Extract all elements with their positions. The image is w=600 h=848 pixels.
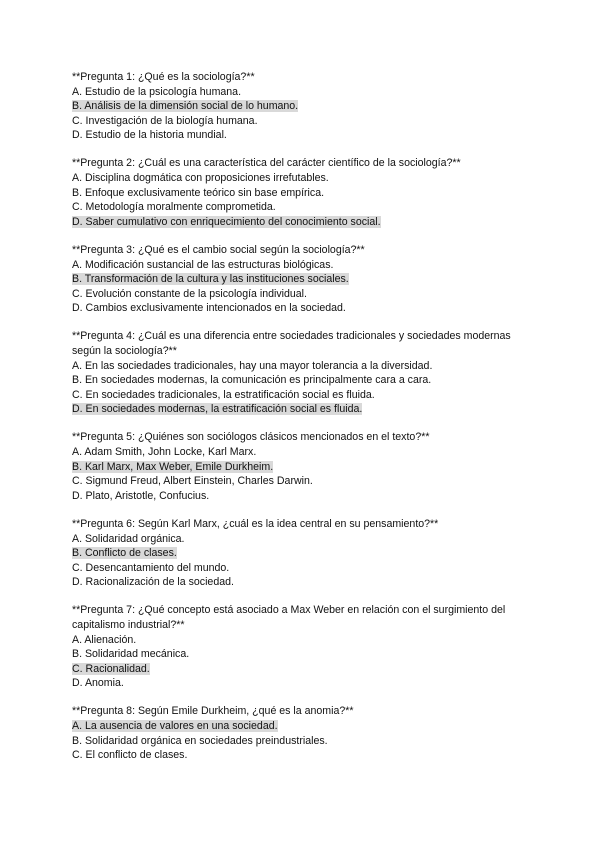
answer-option-highlighted: B. Transformación de la cultura y las instituciones sociales. (72, 273, 349, 286)
answer-option: A. Estudio de la psicología humana. (72, 85, 242, 98)
answer-option: A. Adam Smith, John Locke, Karl Marx. (72, 446, 257, 459)
question-block (72, 603, 542, 691)
answer-option: D. Plato, Aristotle, Confucius. (72, 489, 210, 502)
answer-option: B. En sociedades modernas, la comunicación es principalmente cara a cara. (72, 374, 432, 387)
answer-option-highlighted: B. Karl Marx, Max Weber, Emile Durkheim. (72, 460, 274, 473)
answer-option: A. En las sociedades tradicionales, hay una mayor tolerancia a la diversidad. (72, 359, 433, 372)
question-text: **Pregunta 8: Según Emile Durkheim, ¿qué es la anomia?** (72, 705, 354, 718)
answer-option-highlighted: D. En sociedades modernas, la estratificación social es fluida. (72, 403, 363, 416)
question-text: **Pregunta 1: ¿Qué es la sociología?** (72, 71, 255, 83)
answer-option: C. Evolución constante de la psicología individual. (72, 287, 307, 300)
question-block (72, 517, 542, 590)
answer-option: C. Desencantamiento del mundo. (72, 561, 230, 574)
answer-option: A. Disciplina dogmática con proposiciones irrefutables. (72, 172, 329, 185)
question-text: **Pregunta 2: ¿Cuál es una característica del carácter científico de la sociología?** (72, 157, 461, 170)
answer-option-highlighted: B. Conflicto de clases. (72, 547, 177, 560)
answer-option: D. Estudio de la historia mundial. (72, 129, 227, 142)
answer-option-highlighted: C. Racionalidad. (72, 662, 150, 675)
answer-option: A. Modificación sustancial de las estructuras biológicas. (72, 258, 334, 271)
answer-option: D. Anomia. (72, 677, 124, 690)
answer-option: A. Alienación. (72, 633, 137, 646)
answer-option: C. Metodología moralmente comprometida. (72, 201, 276, 214)
question-block (72, 430, 542, 503)
question-text: **Pregunta 7: ¿Qué concepto está asociado a Max Weber en relación con el surgimiento del capitalismo industrial?** (72, 604, 506, 631)
answer-option: B. Solidaridad mecánica. (72, 648, 190, 661)
answer-option: C. El conflicto de clases. (72, 749, 188, 762)
answer-option: C. En sociedades tradicionales, la estratificación social es fluida. (72, 388, 375, 401)
question-text: **Pregunta 4: ¿Cuál es una diferencia entre sociedades tradicionales y sociedades modernas según la sociología?** (72, 330, 511, 357)
question-block (72, 156, 542, 229)
answer-option: B. Solidaridad orgánica en sociedades preindustriales. (72, 734, 328, 747)
quiz-document (72, 70, 542, 776)
answer-option: A. Solidaridad orgánica. (72, 532, 185, 545)
answer-option-highlighted: B. Análisis de la dimensión social de lo humano. (72, 100, 299, 113)
question-block (72, 243, 542, 316)
question-text: **Pregunta 3: ¿Qué es el cambio social según la sociología?** (72, 243, 365, 256)
answer-option: C. Sigmund Freud, Albert Einstein, Charles Darwin. (72, 475, 313, 488)
question-text: **Pregunta 5: ¿Quiénes son sociólogos clásicos mencionados en el texto?** (72, 431, 430, 444)
answer-option: B. Enfoque exclusivamente teórico sin base empírica. (72, 186, 325, 199)
answer-option-highlighted: A. La ausencia de valores en una sociedad. (72, 720, 278, 733)
question-block (72, 329, 542, 417)
question-block (72, 704, 542, 762)
answer-option: D. Racionalización de la sociedad. (72, 576, 234, 589)
answer-option-highlighted: D. Saber cumulativo con enriquecimiento del conocimiento social. (72, 215, 381, 228)
answer-option: C. Investigación de la biología humana. (72, 114, 258, 127)
question-block (72, 70, 542, 143)
answer-option: D. Cambios exclusivamente intencionados en la sociedad. (72, 302, 346, 315)
question-text: **Pregunta 6: Según Karl Marx, ¿cuál es la idea central en su pensamiento?** (72, 517, 439, 530)
